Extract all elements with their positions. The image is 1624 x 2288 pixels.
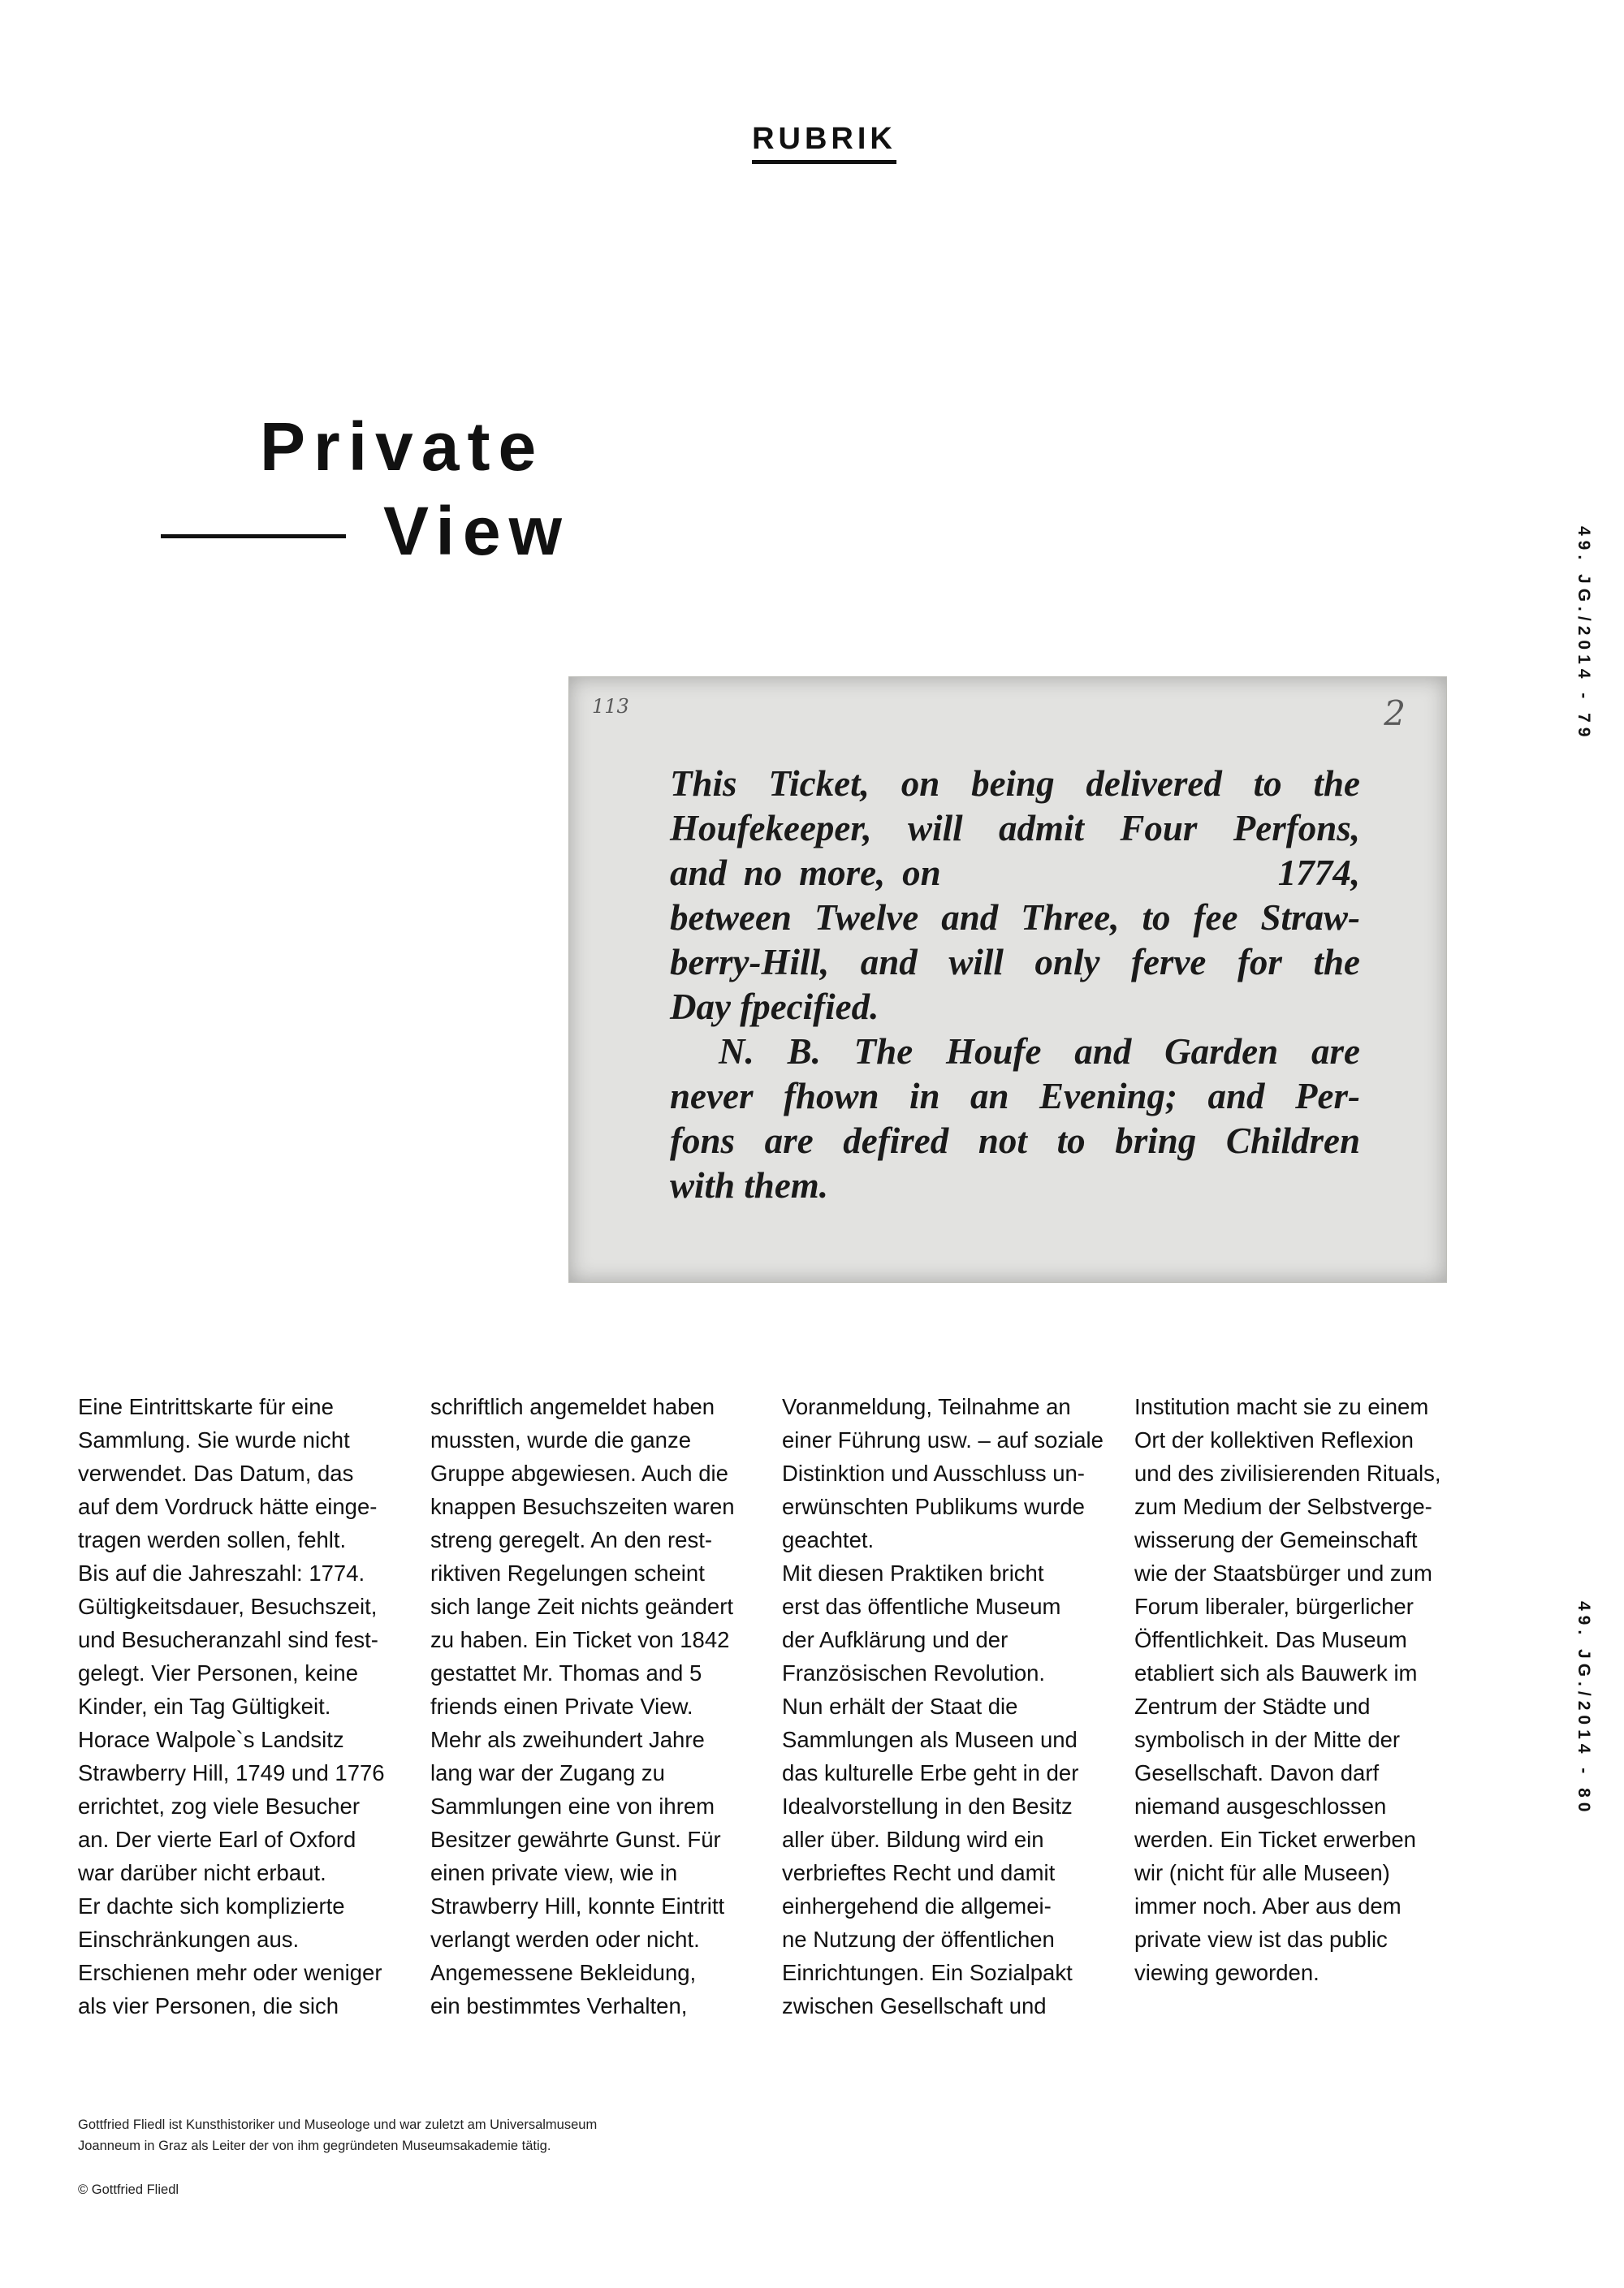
body-text-line: und des zivilisierenden Rituals, [1134, 1461, 1441, 1486]
ticket-line: with them. [670, 1165, 829, 1206]
body-text-line: Kinder, ein Tag Gültigkeit. [78, 1694, 331, 1719]
ticket-image [568, 676, 1447, 1283]
body-text-line: Institution macht sie zu einem [1134, 1394, 1429, 1419]
body-text-line: erst das öffentliche Museum [782, 1594, 1061, 1619]
body-column-4 [1134, 1390, 1459, 1989]
body-text-line: und Besucheranzahl sind fest- [78, 1627, 378, 1652]
page-marker-79: 49. JG./2014 - 79 [1574, 526, 1593, 742]
body-text-line: Angemessene Bekleidung, [430, 1960, 697, 1985]
body-text-line: Eine Eintrittskarte für eine [78, 1394, 334, 1419]
body-text-line: war darüber nicht erbaut. [78, 1860, 326, 1885]
ticket-line: and no more, on 1774, [670, 853, 1360, 893]
body-text-line: knappen Besuchszeiten waren [430, 1494, 735, 1519]
body-text-line: Einrichtungen. Ein Sozialpakt [782, 1960, 1073, 1985]
body-text-line: friends einen Private View. [430, 1694, 693, 1719]
body-text-line: sich lange Zeit nichts geändert [430, 1594, 733, 1619]
footnote-line: Joanneum in Graz als Leiter der von ihm gegründeten Museumsakademie tätig. [78, 2139, 551, 2153]
body-text-line: mussten, wurde die ganze [430, 1427, 692, 1453]
section-label: RUBRIK [752, 122, 896, 164]
body-text-line: symbolisch in der Mitte der [1134, 1727, 1401, 1752]
article-title-line-1: Private [260, 408, 545, 485]
body-text-line: verbrieftes Recht und damit [782, 1860, 1056, 1885]
body-text-line: ein bestimmtes Verhalten, [430, 1993, 688, 2018]
body-text-line: viewing geworden. [1134, 1960, 1320, 1985]
body-text-line: tragen werden sollen, fehlt. [78, 1527, 347, 1552]
ticket-line: between Twelve and Three, to fee Straw- [670, 897, 1360, 938]
body-text-line: Mit diesen Praktiken bricht [782, 1561, 1044, 1586]
section-header [0, 122, 1624, 164]
body-text-line: Bis auf die Jahreszahl: 1774. [78, 1561, 365, 1586]
body-text-line: gestattet Mr. Thomas and 5 [430, 1660, 702, 1686]
copyright-notice: © Gottfried Fliedl [78, 2182, 179, 2197]
body-text-line: streng geregelt. An den rest- [430, 1527, 713, 1552]
author-footnote [78, 2114, 597, 2156]
ticket-line: N. B. The Houfe and Garden are [719, 1031, 1360, 1072]
body-text-line: wisserung der Gemeinschaft [1134, 1527, 1418, 1552]
body-text-line: an. Der vierte Earl of Oxford [78, 1827, 356, 1852]
body-text-line: private view ist das public [1134, 1927, 1388, 1952]
body-text-line: das kulturelle Erbe geht in der [782, 1760, 1079, 1785]
body-text-line: verlangt werden oder nicht. [430, 1927, 700, 1952]
body-text-line: zu haben. Ein Ticket von 1842 [430, 1627, 730, 1652]
body-text-line: der Aufklärung und der [782, 1627, 1009, 1652]
body-text-line: immer noch. Aber aus dem [1134, 1893, 1402, 1919]
page-marker-80: 49. JG./2014 - 80 [1574, 1601, 1593, 1817]
ticket-line: Day fpecified. [670, 986, 879, 1027]
body-text-line: Strawberry Hill, 1749 und 1776 [78, 1760, 385, 1785]
body-text-line: errichtet, zog viele Besucher [78, 1794, 360, 1819]
body-text-line: Ort der kollektiven Reflexion [1134, 1427, 1414, 1453]
body-text-line: Voranmeldung, Teilnahme an [782, 1394, 1071, 1419]
body-text-line: einer Führung usw. – auf soziale [782, 1427, 1104, 1453]
body-text-line: Öffentlichkeit. Das Museum [1134, 1627, 1407, 1652]
body-column-3 [782, 1390, 1107, 2023]
body-text-line: Mehr als zweihundert Jahre [430, 1727, 705, 1752]
body-text-line: Gesellschaft. Davon darf [1134, 1760, 1380, 1785]
body-text-line: einhergehend die allgemei- [782, 1893, 1052, 1919]
footnote-line: Gottfried Fliedl ist Kunsthistoriker und Museologe und war zuletzt am Universalmuseum [78, 2117, 598, 2132]
body-column-2 [430, 1390, 755, 2023]
body-text-line: gelegt. Vier Personen, keine [78, 1660, 358, 1686]
body-text-line: auf dem Vordruck hätte einge- [78, 1494, 378, 1519]
ticket-line: Houfekeeper, will admit Four Perfons, [670, 808, 1360, 848]
ticket-line: berry-Hill, and will only ferve for the [670, 942, 1360, 982]
title-rule [161, 534, 346, 538]
body-text-line: geachtet. [782, 1527, 875, 1552]
body-text-line: verwendet. Das Datum, das [78, 1461, 354, 1486]
body-text-line: wir (nicht für alle Museen) [1134, 1860, 1390, 1885]
body-text-line: Er dachte sich komplizierte [78, 1893, 345, 1919]
body-text-line: Idealvorstellung in den Besitz [782, 1794, 1073, 1819]
ticket-line: This Ticket, on being delivered to the [670, 763, 1360, 804]
ticket-text [670, 762, 1360, 1208]
body-text-line: Einschränkungen aus. [78, 1927, 300, 1952]
body-text-line: riktiven Regelungen scheint [430, 1561, 705, 1586]
ticket-archive-number: 113 [592, 695, 629, 718]
body-text-line: Erschienen mehr oder weniger [78, 1960, 382, 1985]
body-text-line: Sammlungen eine von ihrem [430, 1794, 715, 1819]
body-column-1 [78, 1390, 403, 2023]
body-text-line: Nun erhält der Staat die [782, 1694, 1018, 1719]
body-text-line: werden. Ein Ticket erwerben [1134, 1827, 1416, 1852]
body-text-line: Horace Walpole`s Landsitz [78, 1727, 344, 1752]
body-text-line: Französischen Revolution. [782, 1660, 1046, 1686]
article-title-line-2: View [383, 493, 570, 569]
body-text-line: zwischen Gesellschaft und [782, 1993, 1047, 2018]
body-text-line: als vier Personen, die sich [78, 1993, 339, 2018]
body-text-line: Strawberry Hill, konnte Eintritt [430, 1893, 725, 1919]
ticket-handwritten-number: 2 [1384, 693, 1406, 733]
body-text-line: Sammlung. Sie wurde nicht [78, 1427, 350, 1453]
ticket-line: fons are defired not to bring Children [670, 1120, 1360, 1161]
body-text-line: einen private view, wie in [430, 1860, 678, 1885]
body-text-line: wie der Staatsbürger und zum [1134, 1561, 1432, 1586]
body-text-line: erwünschten Publikums wurde [782, 1494, 1085, 1519]
body-text-line: Besitzer gewährte Gunst. Für [430, 1827, 721, 1852]
body-text-line: Gruppe abgewiesen. Auch die [430, 1461, 728, 1486]
body-text-line: zum Medium der Selbstverge- [1134, 1494, 1432, 1519]
body-text-line: etabliert sich als Bauwerk im [1134, 1660, 1418, 1686]
body-text-line: schriftlich angemeldet haben [430, 1394, 715, 1419]
body-text-line: Sammlungen als Museen und [782, 1727, 1078, 1752]
body-text-line: ne Nutzung der öffentlichen [782, 1927, 1055, 1952]
body-text-line: lang war der Zugang zu [430, 1760, 665, 1785]
body-text-line: Forum liberaler, bürgerlicher [1134, 1594, 1414, 1619]
ticket-line: never fhown in an Evening; and Per- [670, 1076, 1360, 1116]
body-text-line: Gültigkeitsdauer, Besuchszeit, [78, 1594, 378, 1619]
body-text-line: Distinktion und Ausschluss un- [782, 1461, 1085, 1486]
body-text-line: aller über. Bildung wird ein [782, 1827, 1044, 1852]
body-text-line: Zentrum der Städte und [1134, 1694, 1371, 1719]
body-text-line: niemand ausgeschlossen [1134, 1794, 1387, 1819]
